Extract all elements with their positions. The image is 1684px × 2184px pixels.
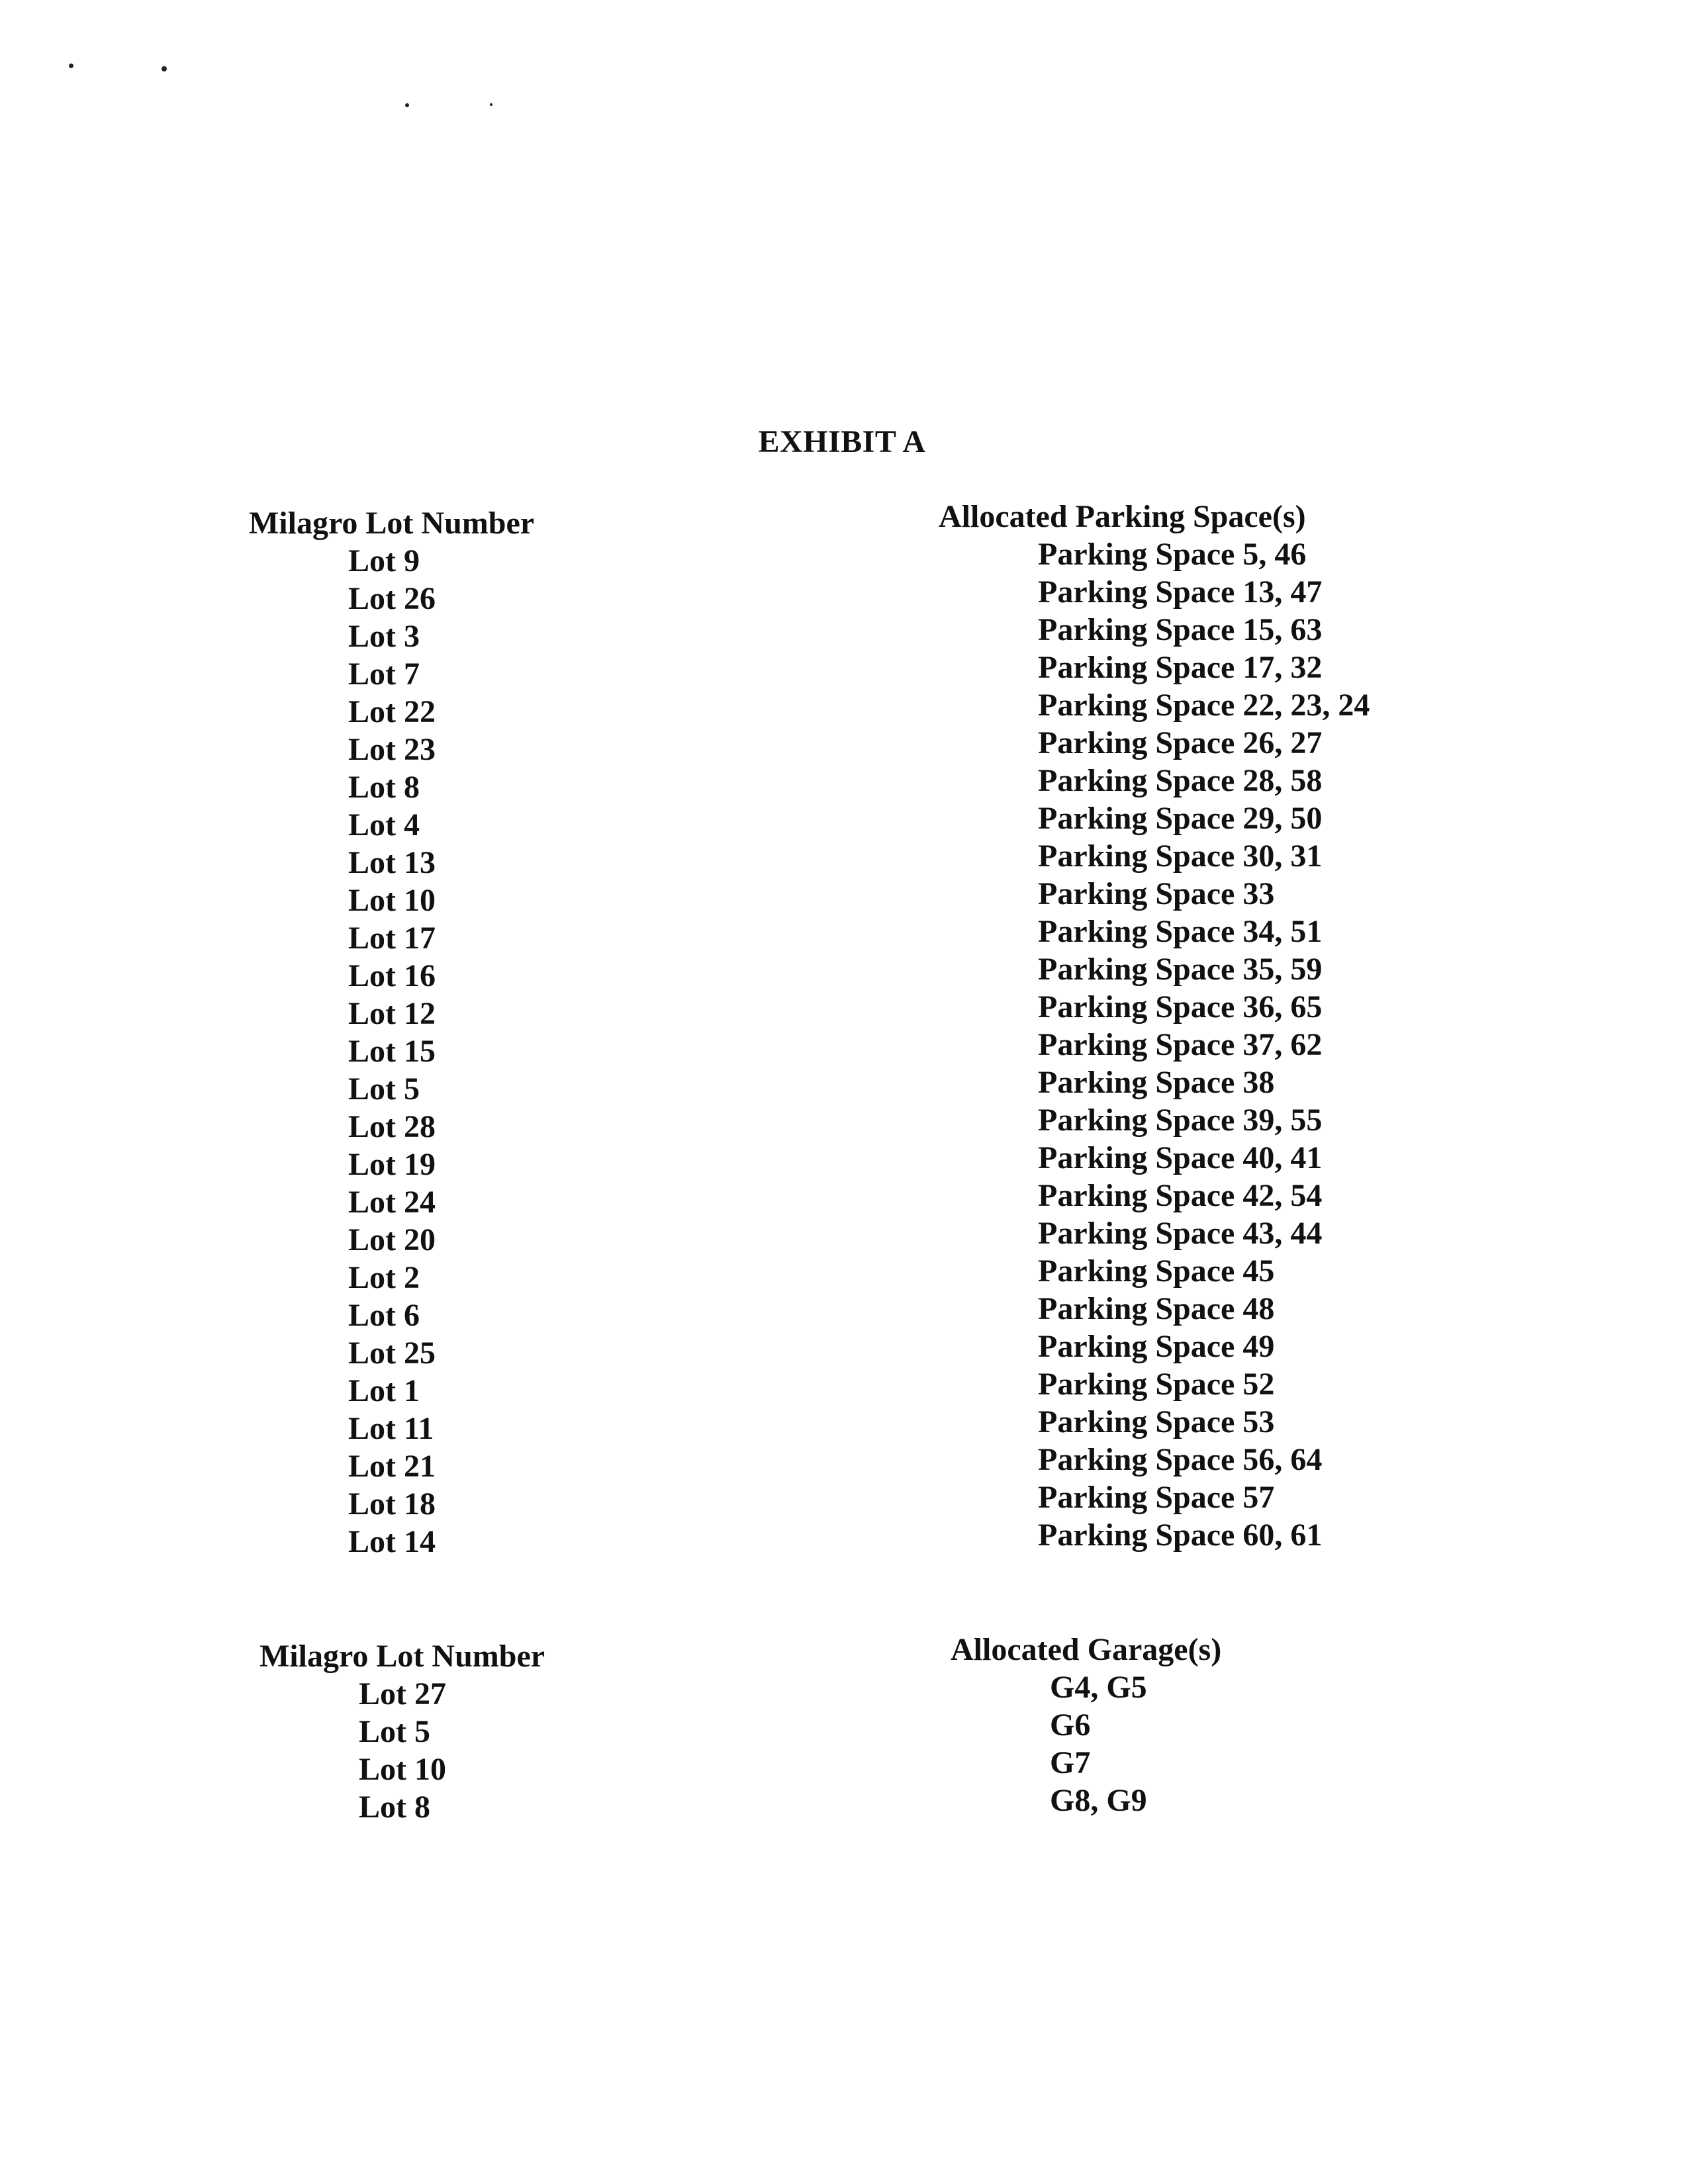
- parking-space-allocation: Parking Space 48: [1038, 1291, 1275, 1326]
- parking-space-allocation: Parking Space 13, 47: [1038, 574, 1323, 610]
- lot-number: Lot 5: [348, 1071, 420, 1107]
- parking-space-allocation: Parking Space 42, 54: [1038, 1178, 1323, 1213]
- lot-number: Lot 17: [348, 921, 436, 956]
- lot-number: Lot 16: [348, 958, 436, 993]
- parking-lot-list: [249, 542, 534, 1561]
- parking-space-allocation: Parking Space 35, 59: [1038, 952, 1323, 987]
- lot-number: Lot 8: [359, 1790, 430, 1825]
- lot-number: Lot 22: [348, 694, 436, 729]
- garage-allocation: G4, G5: [1050, 1670, 1147, 1705]
- lot-number: Lot 27: [359, 1676, 446, 1711]
- lot-number: Lot 20: [348, 1222, 436, 1257]
- parking-space-allocation: Parking Space 39, 55: [1038, 1103, 1323, 1138]
- lot-number: Lot 13: [348, 845, 436, 880]
- parking-lot-header: Milagro Lot Number: [249, 506, 535, 541]
- garage-column: [951, 1631, 1221, 1819]
- parking-space-allocation: Parking Space 5, 46: [1038, 537, 1307, 572]
- scan-speck: [69, 64, 73, 68]
- parking-space-allocation: Parking Space 34, 51: [1038, 914, 1323, 949]
- parking-space-allocation: Parking Space 38: [1038, 1065, 1275, 1100]
- scan-speck: [162, 66, 167, 71]
- lot-number: Lot 23: [348, 732, 436, 767]
- parking-space-allocation: Parking Space 26, 27: [1038, 725, 1323, 760]
- garage-header: Allocated Garage(s): [951, 1632, 1222, 1667]
- lot-number: Lot 24: [348, 1185, 436, 1220]
- parking-space-allocation: Parking Space 56, 64: [1038, 1442, 1323, 1477]
- lot-number: Lot 5: [359, 1714, 430, 1749]
- lot-number: Lot 14: [348, 1524, 436, 1559]
- lot-number: Lot 19: [348, 1147, 436, 1182]
- parking-space-allocation: Parking Space 60, 61: [1038, 1518, 1323, 1553]
- lot-number: Lot 10: [348, 883, 436, 918]
- parking-space-allocation: Parking Space 33: [1038, 876, 1275, 911]
- parking-space-allocation: Parking Space 36, 65: [1038, 989, 1323, 1024]
- parking-space-allocation: Parking Space 37, 62: [1038, 1027, 1323, 1062]
- parking-space-allocation: Parking Space 57: [1038, 1480, 1275, 1515]
- parking-space-allocation: Parking Space 30, 31: [1038, 839, 1323, 874]
- parking-space-allocation: Parking Space 53: [1038, 1404, 1275, 1439]
- parking-space-allocation: Parking Space 22, 23, 24: [1038, 688, 1370, 723]
- page-title: EXHIBIT A: [758, 424, 926, 459]
- parking-space-allocation: Parking Space 15, 63: [1038, 612, 1323, 647]
- lot-number: Lot 6: [348, 1298, 420, 1333]
- parking-space-allocation: Parking Space 45: [1038, 1253, 1275, 1289]
- lot-number: Lot 3: [348, 619, 420, 654]
- lot-number: Lot 10: [359, 1752, 446, 1787]
- scan-speck: [490, 103, 492, 106]
- garage-lot-header: Milagro Lot Number: [259, 1639, 545, 1674]
- lot-number: Lot 18: [348, 1486, 436, 1522]
- lot-number: Lot 1: [348, 1373, 420, 1408]
- garage-allocation: G8, G9: [1050, 1783, 1147, 1818]
- lot-number: Lot 21: [348, 1449, 436, 1484]
- parking-space-allocation: Parking Space 28, 58: [1038, 763, 1323, 798]
- garage-lot-column: [259, 1637, 545, 1826]
- garage-list: [951, 1668, 1221, 1819]
- parking-space-allocation: Parking Space 17, 32: [1038, 650, 1323, 685]
- parking-space-column: [939, 498, 1370, 1554]
- lot-number: Lot 11: [348, 1411, 434, 1446]
- garage-allocation: G6: [1050, 1707, 1091, 1743]
- lot-number: Lot 26: [348, 581, 436, 616]
- lot-number: Lot 28: [348, 1109, 436, 1144]
- garage-lot-list: [259, 1675, 545, 1826]
- parking-space-allocation: Parking Space 52: [1038, 1367, 1275, 1402]
- parking-space-list: [939, 535, 1370, 1554]
- lot-number: Lot 7: [348, 657, 420, 692]
- lot-number: Lot 9: [348, 543, 420, 578]
- garage-allocation: G7: [1050, 1745, 1091, 1780]
- lot-number: Lot 8: [348, 770, 420, 805]
- parking-space-header: Allocated Parking Space(s): [939, 499, 1306, 534]
- lot-number: Lot 12: [348, 996, 436, 1031]
- parking-space-allocation: Parking Space 43, 44: [1038, 1216, 1323, 1251]
- lot-number: Lot 4: [348, 807, 420, 842]
- parking-space-allocation: Parking Space 29, 50: [1038, 801, 1323, 836]
- lot-number: Lot 15: [348, 1034, 436, 1069]
- scan-speck: [405, 103, 409, 107]
- parking-space-allocation: Parking Space 40, 41: [1038, 1140, 1323, 1175]
- parking-space-allocation: Parking Space 49: [1038, 1329, 1275, 1364]
- lot-number: Lot 2: [348, 1260, 420, 1295]
- lot-number: Lot 25: [348, 1336, 436, 1371]
- parking-lot-column: [249, 504, 534, 1561]
